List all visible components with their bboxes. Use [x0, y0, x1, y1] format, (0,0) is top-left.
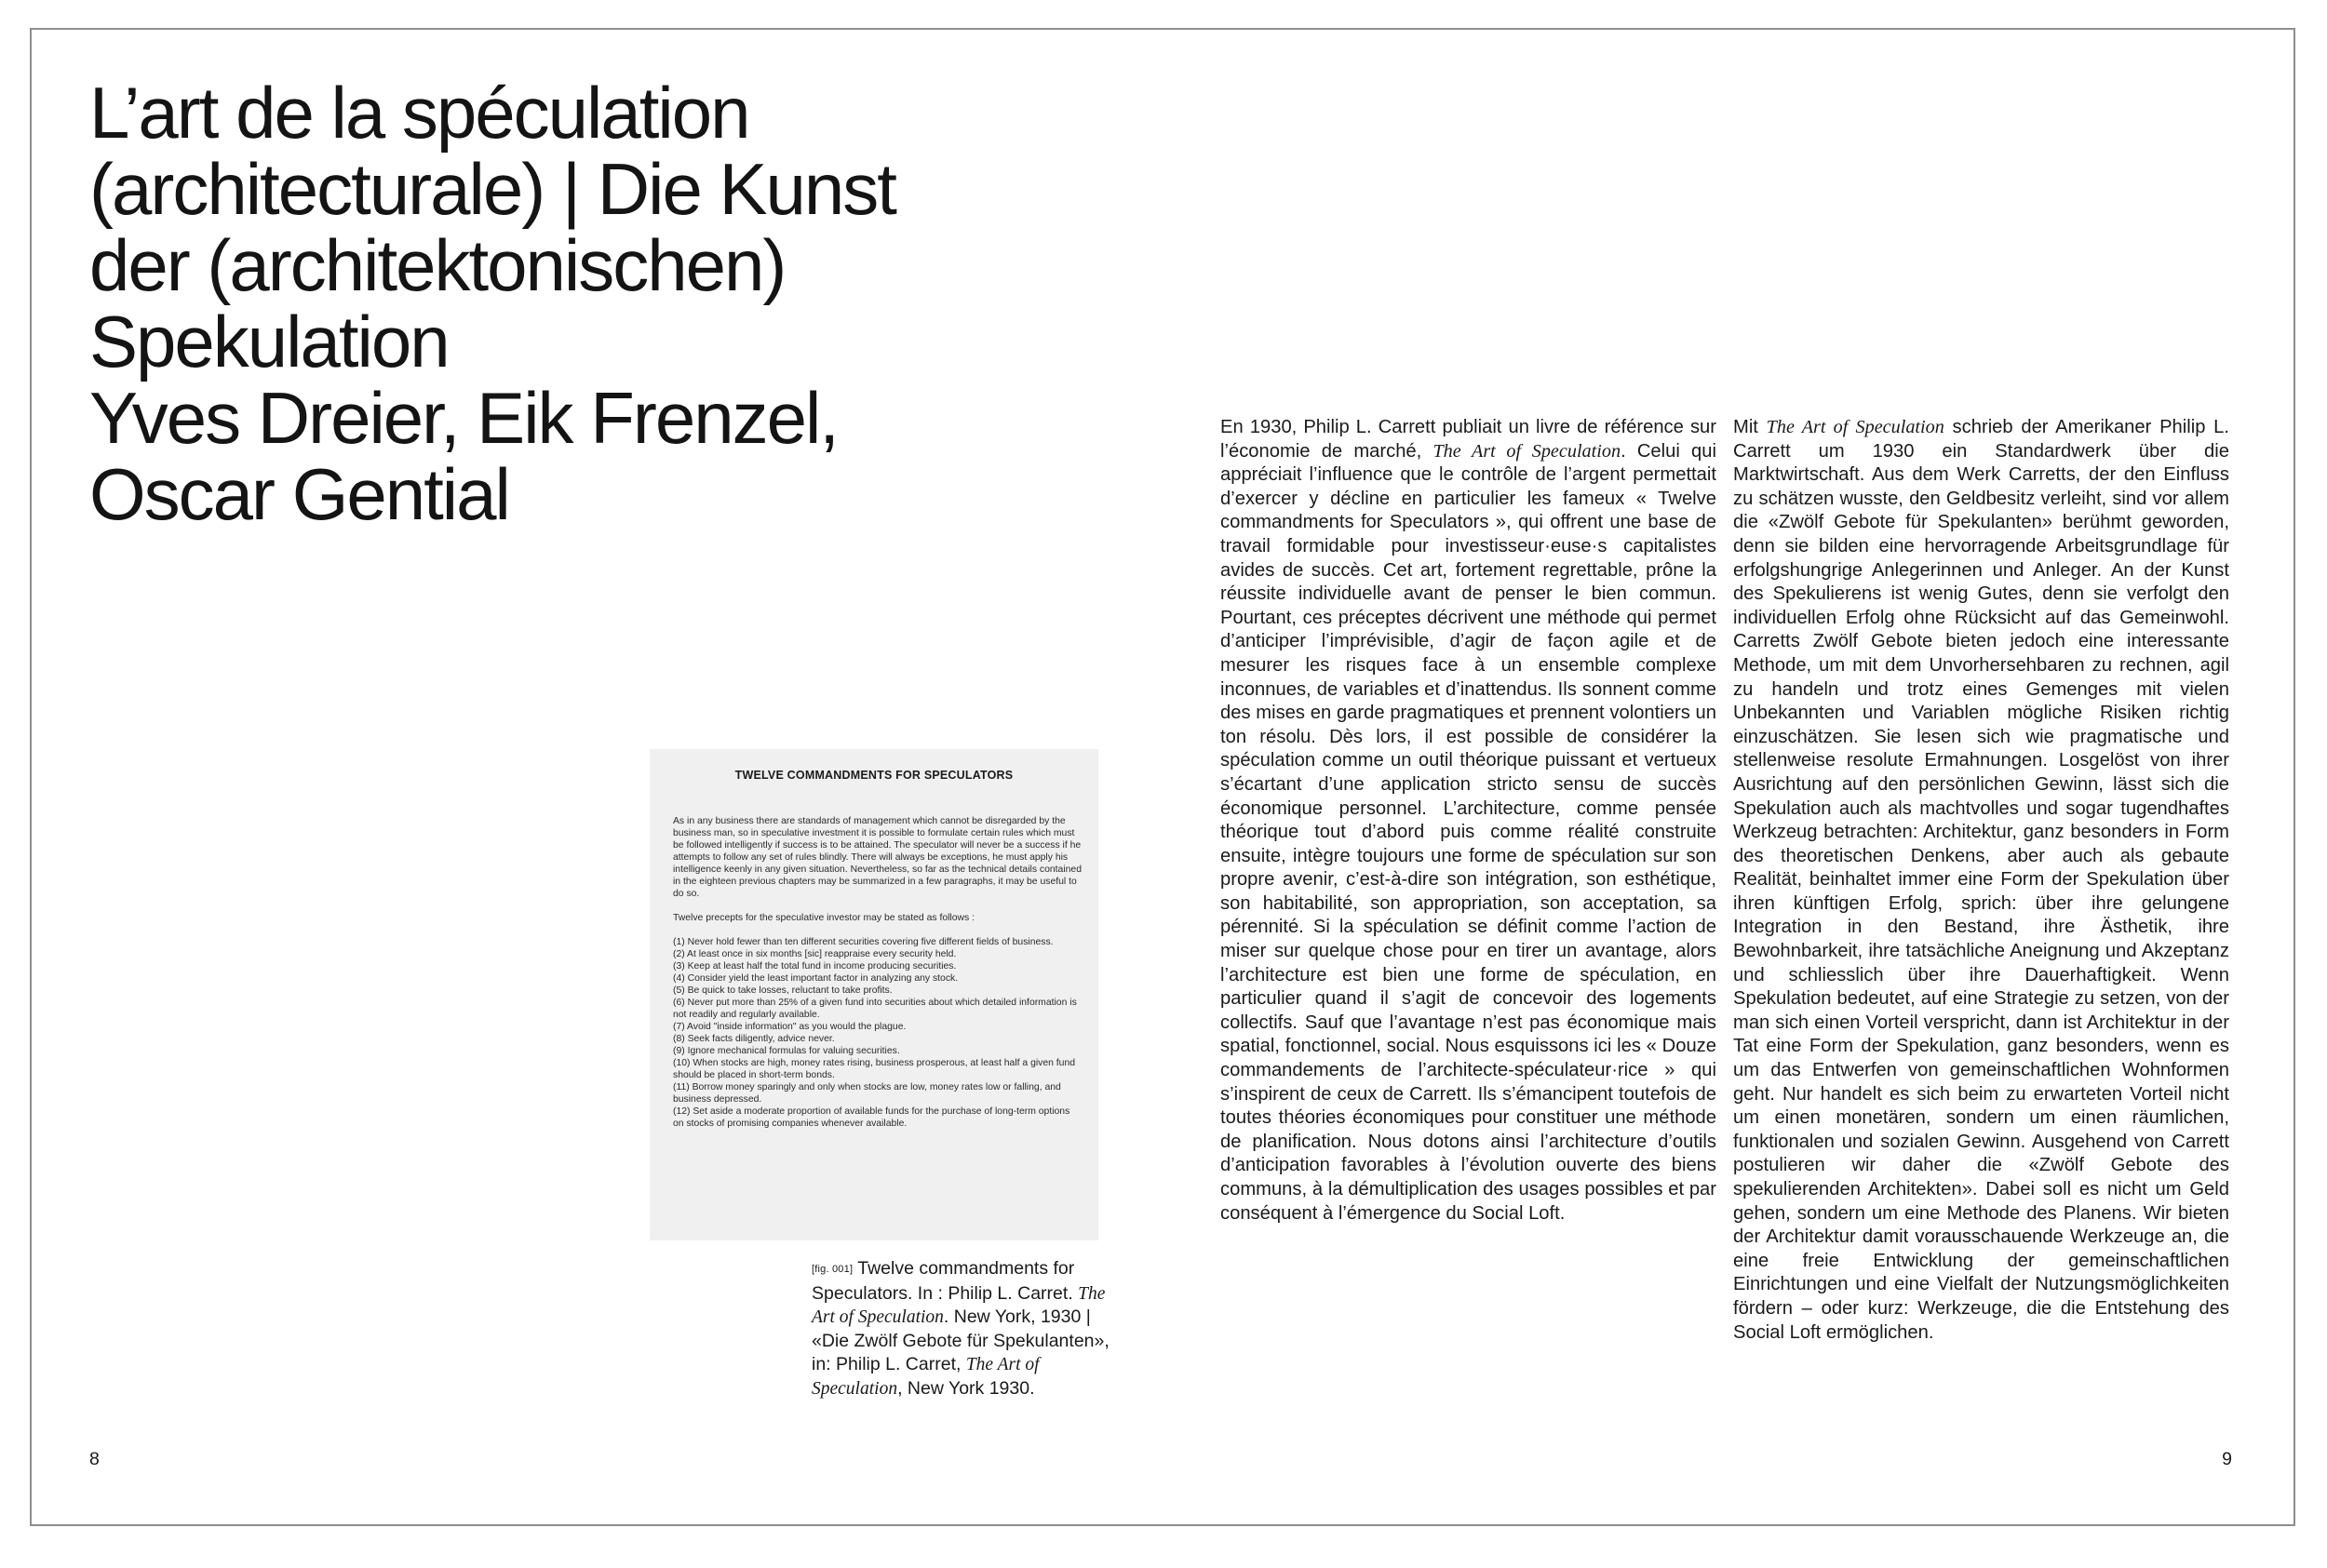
commandment-item: (11) Borrow money sparingly and only when stocks are low, money rates low or falling, and business depressed. [673, 1082, 1061, 1105]
caption-text: Twelve commandments for Speculators. In : Philip L. Carret. [812, 1258, 1079, 1304]
figure-heading: TWELVE COMMANDMENTS FOR SPECULATORS [734, 769, 1014, 782]
article-title [89, 72, 1039, 535]
figure-caption [812, 1257, 1110, 1401]
book-title: The Art of Speculation [1766, 417, 1944, 437]
title-line: der (architektonischen) [89, 224, 786, 306]
caption-book-title: The Art of Speculation [812, 1283, 1106, 1328]
author-line: Yves Dreier, Eik Frenzel, [89, 377, 838, 459]
page-number-right: 9 [2222, 1449, 2232, 1469]
caption-book-title: The Art of Speculation [812, 1355, 1040, 1399]
french-text-column [1220, 416, 1716, 1226]
commandment-item: (5) Be quick to take losses, reluctant to take profits. [673, 985, 893, 996]
book-title: The Art of Speculation [1433, 440, 1621, 462]
figure-intro: As in any business there are standards of management which cannot be disregarded by the business man, so in speculative investment it is possible to formulate certain rules which must be followed intelligently if success is to be attained. The speculator will never be a success if he attempts to follow any set of rules blindly. There will always be exceptions, he must apply his intelligence keenly in any given situation. Nevertheless, so far as the technical details contained in the eighteen previous chapters may be summarized in a few paragraphs, it may be useful to do so. [673, 816, 1082, 899]
commandment-item: (8) Seek facts diligently, advice never. [673, 1034, 835, 1044]
commandment-item: (6) Never put more than 25% of a given fund into securities about which detailed information is not readily and regularly available. [673, 998, 1077, 1020]
caption-text: . New York, 1930 | «Die Zwölf Gebote für Spekulanten», in: Philip L. Carret, [812, 1307, 1110, 1375]
commandment-item: (12) Set aside a moderate proportion of available funds for the purchase of long-term options on stocks of promising companies whenever available. [673, 1106, 1070, 1129]
title-line: Spekulation [89, 301, 449, 382]
commandment-item: (1) Never hold fewer than ten different securities covering five different fields of business. [673, 937, 1054, 947]
page-number-left: 8 [89, 1449, 100, 1469]
commandment-item: (2) At least once in six months [sic] reappraise every security held. [673, 949, 957, 959]
body-text: . Celui qui appréciait l’influence que le contrôle de l’argent permettait d’exercer y décline en particulier les fameux « Twelve commandments for Speculators », qui offrent une base de travail formidable pour investisseur·euse·s capitalistes avides de succès. Cet art, fortement regrettable, prône la réussite individuelle avant de penser le bien commun. Pourtant, ces préceptes décrivent une méthode qui permet d’anticiper l’imprévisible, d’agir de façon agile et de mesurer les risques face à un ensemble complexe inconnues, de variables et d’inattendus. Ils sonnent comme des mises en garde pragmatiques et prennent volontiers un ton résolu. Dès lors, il est possible de considérer la spéculation comme un outil théorique puissant et vertueux s’écartant d’une application stricto sensu de succès économique personnel. L’architecture, comme pensée théorique tout d’abord puis comme réalité construite ensuite, intègre toujours une forme de spéculation sur son propre avenir, c’est-à-dire son intégration, son esthétique, son habitabilité, son appropriation, son acceptation, sa pérennité. Si la spéculation se définit comme l’action de miser sur quelque chose pour en tirer un avantage, alors l’architecture est bien une forme de spéculation, en particulier quand il s’agit de concevoir des logements collectifs. Sauf que l’avantage n’est pas économique mais spatial, fonctionnel, social. Nous esquissons ici les « Douze commandements de l’architecte-spéculateur·rice » qui s’inspirent de ceux de Carrett. Ils s’émancipent toutefois de toutes théories économiques pour constituer une méthode de planification. Nous dotons ainsi l’architecture d’outils d’anticipation favorables à l’évolution ouverte des biens communs, à la démultiplication des usages possibles et par conséquent à l’émergence du Social Loft. [1220, 440, 1716, 1224]
title-line: L’art de la spéculation [89, 72, 749, 154]
commandments-list [673, 936, 1083, 1130]
figure-body [673, 815, 1083, 1130]
commandment-item: (3) Keep at least half the total fund in income producing securities. [673, 961, 957, 972]
figure-tag: [fig. 001] [812, 1264, 854, 1275]
author-line: Oscar Gential [89, 453, 509, 535]
figure-precepts-intro: Twelve precepts for the speculative investor may be stated as follows : [673, 913, 975, 923]
commandment-item: (7) Avoid "inside information" as you would the plague. [673, 1022, 907, 1032]
figure-commandments-page [650, 749, 1098, 1240]
caption-text: , New York 1930. [897, 1377, 1035, 1399]
commandment-item: (9) Ignore mechanical formulas for valuing securities. [673, 1046, 900, 1056]
body-text: Mit [1733, 417, 1767, 437]
body-text: En 1930, Philip L. Carrett publiait un livre de référence sur l’économie de marché, [1220, 417, 1716, 462]
body-text: schrieb der Amerikaner Philip L. Carrett um 1930 ein Standardwerk über die Marktwirtschaft. Aus dem Werk Carretts, der den Einfluss zu schätzen wusste, den Geldbesitz verleiht, sind vor allem die «Zwölf Gebote für Spekulanten» berühmt geworden, denn sie bilden eine hervorragende Arbeitsgrundlage für erfolgshungrige Anlegerinnen und Anleger. An der Kunst des Spekulierens ist wenig Gutes, denn sie verfolgt den individuellen Erfolg ohne Rücksicht auf das Gemeinwohl. Carretts Zwölf Gebote bieten jedoch eine interessante Methode, um mit dem Unvorhersehbaren zu rechnen, agil zu handeln und trotz eines Gemenges mit vielen Unbekannten und Variablen mögliche Risiken richtig einzuschätzen. Sie lesen sich wie pragmatische und stellenweise resolute Ermahnungen. Losgelöst von ihrer Ausrichtung auf den persönlichen Gewinn, lässt sich die Spekulation auch als machtvolles und sogar tugendhaftes Werkzeug betrachten: Architektur, ganz besonders in Form des theoretischen Denkens, aber auch als gebaute Realität, beinhaltet immer eine Form der Spekulation über ihren künftigen Erfolg, sprich: über ihre gelungene Integration in den Bestand, ihre Ästhetik, ihre Bewohnbarkeit, ihre tatsächliche Aneignung und Akzeptanz und schliesslich über ihre Dauerhaftigkeit. Wenn Spekulation bedeutet, auf eine Strategie zu setzen, von der man sich einen Vorteil verspricht, dann ist Architektur in der Tat eine Form der Spekulation, ganz besonders, wenn es um das Entwerfen von gemeinschaftlichen Wohnformen geht. Nur handelt es sich beim zu erwarteten Vorteil nicht um einen monetären, sondern um einen räumlichen, funktionalen und sozialen Gewinn. Ausgehend von Carrett postulieren wir daher die «Zwölf Gebote des spekulierenden Architekten». Dabei soll es nicht um Geld gehen, sondern um eine Methode des Planens. Wir bieten der Architektur damit vorausschauende Werkzeuge an, die eine freie Entwicklung der gemeinschaftlichen Einrichtungen und eine Vielfalt der Nutzungsmöglichkeiten fördern – oder kurz: Werkzeuge, die die Entstehung des Social Loft ermöglichen. [1733, 417, 2229, 1343]
german-text-column [1733, 416, 2229, 1345]
commandment-item: (10) When stocks are high, money rates rising, business prosperous, at least half a given fund should be placed in short-term bonds. [673, 1058, 1076, 1080]
commandment-item: (4) Consider yield the least important factor in analyzing any stock. [673, 973, 959, 984]
title-line: (architecturale) | Die Kunst [89, 148, 895, 230]
